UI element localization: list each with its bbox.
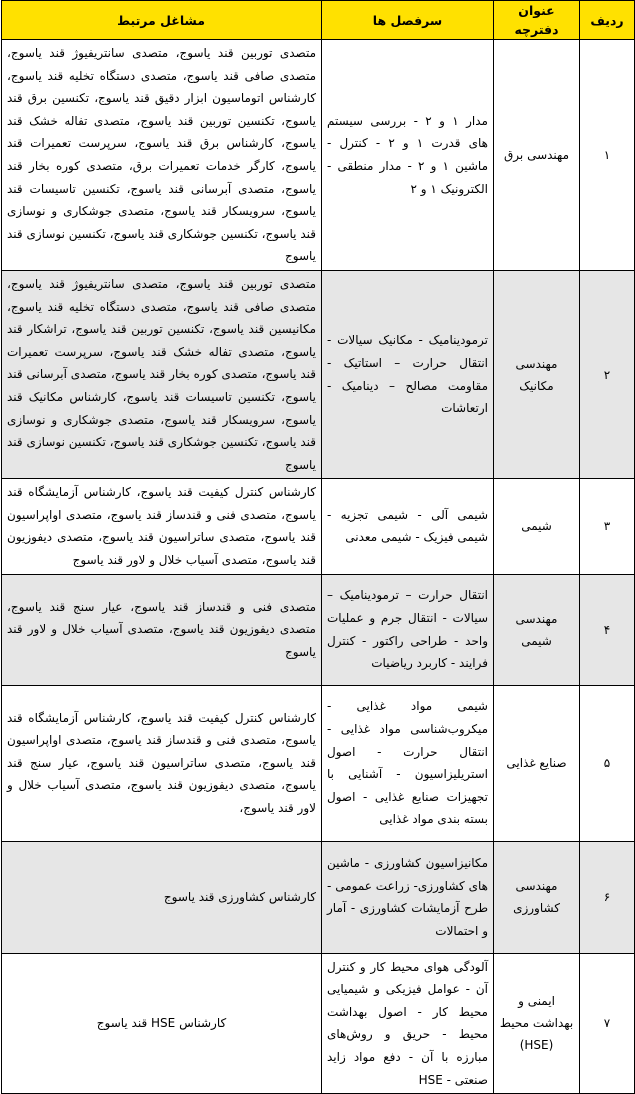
row-number: ۱	[580, 40, 635, 271]
booklet-title: مهندسی مکانیک	[494, 270, 580, 478]
row-number: ۶	[580, 841, 635, 953]
booklet-title: مهندسی کشاورزی	[494, 841, 580, 953]
header-syllabus: سرفصل ها	[322, 1, 494, 40]
syllabus-cell: مدار ۱ و ۲ - بررسی سیستم های قدرت ۱ و ۲ - کنترل - ماشین ۱ و ۲ - مدار منطقی - الکترونیک ۱ و ۲	[322, 40, 494, 271]
table-row	[2, 40, 635, 271]
related-jobs-cell: کارشناس کنترل کیفیت قند یاسوج، کارشناس آزمایشگاه قند یاسوج، متصدی فنی و قندساز قند یاسوج، متصدی اواپراسیون قند یاسوج، متصدی ساتراسیون قند یاسوج، متصدی دیفوزیون قند یاسوج، متصدی آسیاب خلال و لاور قند یاسوج	[2, 479, 322, 574]
syllabus-cell: ترمودینامیک - مکانیک سیالات - انتقال حرارت – استاتیک - مقاومت مصالح – دینامیک - ارتعاشات	[322, 270, 494, 478]
table-row	[2, 953, 635, 1094]
row-number: ۴	[580, 574, 635, 685]
header-related-jobs: مشاغل مرتبط	[2, 1, 322, 40]
row-number: ۵	[580, 685, 635, 841]
related-jobs-cell: متصدی توربین قند یاسوج، متصدی سانتریفیوژ قند یاسوج، متصدی صافی قند یاسوج، متصدی دستگاه تخلیه قند یاسوج، کارشناس اتوماسیون ابزار دقیق قند یاسوج، تکنسین برق قند یاسوج، تکنسین توربین قند یاسوج، متصدی تفاله خشک قند یاسوج، کارشناس برق قند یاسوج، سرپرست تعمیرات قند یاسوج، کارگر خدمات تعمیرات برق، متصدی کوره بخار قند یاسوج، متصدی آبرسانی قند یاسوج، تکنسین تاسیسات قند یاسوج، سرویسکار قند یاسوج، متصدی جوشکاری و نوسازی قند یاسوج، تکنسین جوشکاری قند یاسوج، تکنسین نوسازی قند یاسوج	[2, 40, 322, 271]
syllabus-cell: انتقال حرارت – ترمودینامیک – سیالات - انتقال جرم و عملیات واحد - طراحی راکتور - کنترل فرایند - کاربرد ریاضیات	[322, 574, 494, 685]
syllabus-cell: مکانیزاسیون کشاورزی - ماشین های کشاورزی- زراعت عمومی - طرح آزمایشات کشاورزی - آمار و احتمالات	[322, 841, 494, 953]
related-jobs-cell: متصدی توربین قند یاسوج، متصدی سانتریفیوژ قند یاسوج، متصدی صافی قند یاسوج، متصدی دستگاه تخلیه قند یاسوج، مکانیسین قند یاسوج، تکنسین توربین قند یاسوج، تراشکار قند یاسوج، متصدی تفاله خشک قند یاسوج، سرپرست تعمیرات قند یاسوج، متصدی کوره بخار قند یاسوج، متصدی آبرسانی قند یاسوج، تکنسین تاسیسات قند یاسوج، کارشناس مکانیک قند یاسوج، سرویسکار قند یاسوج، متصدی جوشکاری و نوسازی قند یاسوج، تکنسین جوشکاری قند یاسوج، تکنسین نوسازی قند یاسوج	[2, 270, 322, 478]
table-row	[2, 841, 635, 953]
table-header-row	[2, 1, 635, 40]
syllabus-cell: شیمی مواد غذایی - میکروب‌شناسی مواد غذایی - انتقال حرارت - اصول استریلیزاسیون - آشنایی با تجهیزات صنایع غذایی - اصول بسته بندی مواد غذایی	[322, 685, 494, 841]
syllabus-cell: شیمی آلی - شیمی تجزیه - شیمی فیزیک - شیمی معدنی	[322, 479, 494, 574]
table-row	[2, 270, 635, 478]
row-number: ۷	[580, 953, 635, 1094]
row-number: ۲	[580, 270, 635, 478]
related-jobs-cell: کارشناس HSE قند یاسوج	[2, 953, 322, 1094]
table-row	[2, 479, 635, 574]
related-jobs-cell: متصدی فنی و قندساز قند یاسوج، عیار سنج قند یاسوج، متصدی دیفوزیون قند یاسوج، متصدی آسیاب خلال و لاور قند یاسوج	[2, 574, 322, 685]
header-row-number: ردیف	[580, 1, 635, 40]
table-row	[2, 574, 635, 685]
syllabus-cell: آلودگی هوای محیط کار و کنترل آن - عوامل فیزیکی و شیمیایی محیط کار - اصول بهداشت محیط - حریق و روش‌های مبارزه با آن - دفع مواد زاید صنعتی - HSE	[322, 953, 494, 1094]
related-jobs-cell: کارشناس کنترل کیفیت قند یاسوج، کارشناس آزمایشگاه قند یاسوج، متصدی فنی و قندساز قند یاسوج، متصدی اواپراسیون قند یاسوج، متصدی ساتراسیون قند یاسوج، عیار سنج قند یاسوج، متصدی دیفوزیون قند یاسوج، متصدی آسیاب خلال و لاور قند یاسوج،	[2, 685, 322, 841]
row-number: ۳	[580, 479, 635, 574]
booklet-title: ایمنی و بهداشت محیط (HSE)	[494, 953, 580, 1094]
booklet-title: مهندسی برق	[494, 40, 580, 271]
table-row	[2, 685, 635, 841]
booklet-title: صنایع غذایی	[494, 685, 580, 841]
booklet-title: شیمی	[494, 479, 580, 574]
job-exam-table	[1, 0, 635, 1094]
booklet-title: مهندسی شیمی	[494, 574, 580, 685]
related-jobs-cell: کارشناس کشاورزی قند یاسوج	[2, 841, 322, 953]
header-booklet-title: عنوان دفترچه	[494, 1, 580, 40]
